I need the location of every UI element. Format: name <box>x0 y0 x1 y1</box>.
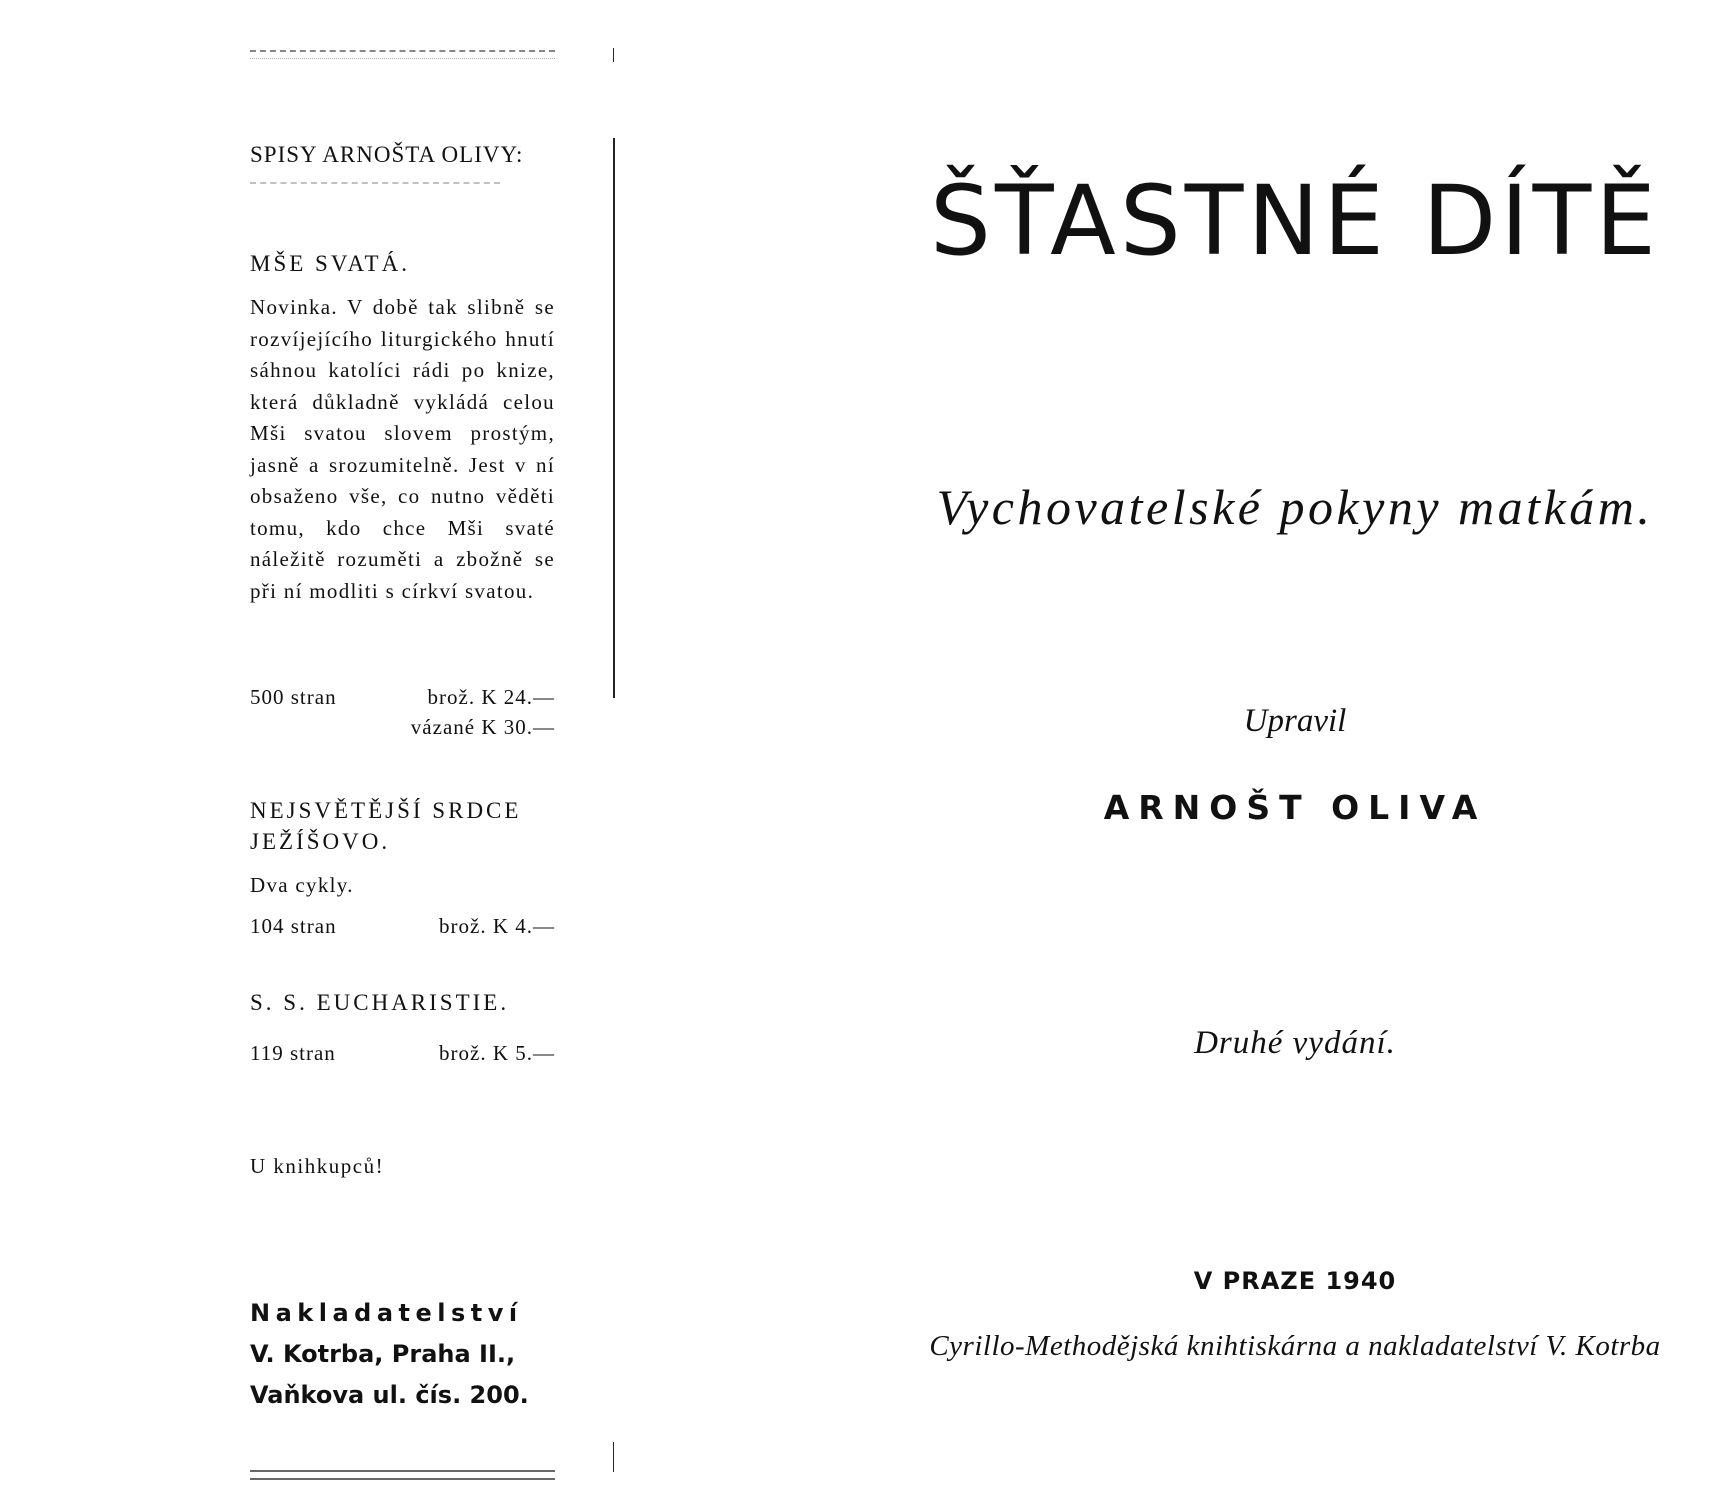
book-title-mse-svata: MŠE SVATÁ. <box>250 251 410 276</box>
faded-print-mark <box>250 182 500 188</box>
edition-note: Druhé vydání. <box>1194 1025 1396 1061</box>
book-pages: 500 stran <box>250 685 337 709</box>
publisher-name: Nakladatelství <box>250 1299 523 1327</box>
book-subtitle: Vychovatelské pokyny matkám. <box>936 479 1654 535</box>
editor-label: Upravil <box>1243 703 1347 739</box>
book-meta-row <box>250 1041 555 1071</box>
publisher-address: Vaňkova ul. čís. 200. <box>250 1381 529 1409</box>
availability-note: U knihkupců! <box>250 1154 385 1178</box>
printer-imprint: Cyrillo-Methodějská knihtiskárna a nakladatelství V. Kotrba <box>929 1330 1661 1362</box>
book-meta-row <box>250 685 555 715</box>
top-rule <box>250 50 555 59</box>
page-gutter-mark <box>613 48 614 62</box>
book-title-line: JEŽÍŠOVO. <box>250 829 391 854</box>
publisher-city: V. Kotrba, Praha II., <box>250 1340 516 1368</box>
author-name: ARNOŠT OLIVA <box>1103 788 1487 827</box>
left-page <box>250 40 555 1480</box>
book-meta-row-bound <box>250 715 555 745</box>
book-price-paper: brož. K 4.— <box>439 914 555 938</box>
book-title-eucharistie: S. S. EUCHARISTIE. <box>250 990 510 1015</box>
book-description-mse-svata: Novinka. V době tak slibně se rozvíjejícího liturgického hnutí sáhnou katolíci rádi po knize, která důkladně vykládá celou Mši svatou slovem prostým, jasně a srozumitelně. Jest v ní obsaženo vše, co nutno věděti tomu, kdo chce Mši svaté náležitě rozuměti a zbožně se při ní modliti s církví svatou. <box>250 295 555 603</box>
bottom-rule <box>250 1470 555 1480</box>
book-price-bound: vázané K 30.— <box>410 715 555 739</box>
page-gutter-line <box>613 138 615 698</box>
book-title-nejsvetejsi-srdce <box>250 795 555 857</box>
place-and-year: V PRAZE 1940 <box>1193 1267 1397 1295</box>
book-pages: 119 stran <box>250 1041 336 1065</box>
book-pages: 104 stran <box>250 914 337 938</box>
title-page <box>900 0 1690 1500</box>
publisher-block <box>250 1293 555 1416</box>
book-description-nejsvetejsi-srdce: Dva cykly. <box>250 873 354 897</box>
book-meta-row <box>250 914 555 944</box>
book-price-paper: brož. K 24.— <box>427 685 555 709</box>
book-price-paper: brož. K 5.— <box>439 1041 555 1065</box>
book-title-line: NEJSVĚTĚJŠÍ SRDCE <box>250 798 522 823</box>
page-gutter-mark <box>613 1442 614 1472</box>
book-main-title: ŠŤASTNÉ DÍTĚ <box>930 165 1660 277</box>
series-title: SPISY ARNOŠTA OLIVY: <box>250 142 524 167</box>
